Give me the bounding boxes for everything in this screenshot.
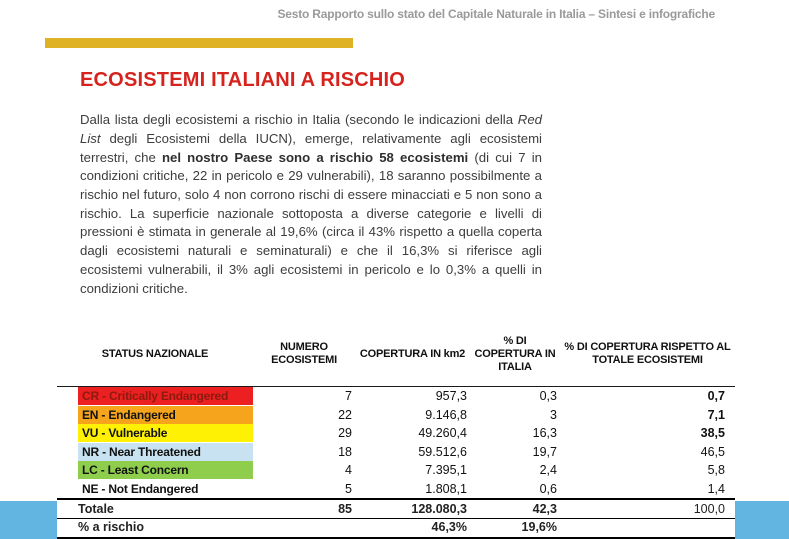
pct-totale-cell: 46,5	[700, 444, 725, 459]
col-header-pct-totale: % DI COPERTURA RISPETTO AL TOTALE ECOSISTEMI	[564, 341, 731, 366]
numero-cell: 7	[345, 389, 352, 403]
col-header-pct-italia: % DI COPERTURA IN ITALIA	[474, 334, 556, 373]
total-pct-italia: 42,3	[532, 502, 557, 516]
copertura-cell: 1.808,1	[425, 481, 467, 496]
status-cell	[57, 406, 253, 424]
total-label: Totale	[78, 502, 114, 516]
pct-italia-cell: 2,4	[539, 463, 557, 477]
table-header-row	[57, 322, 735, 386]
numero-cell: 29	[338, 426, 352, 440]
table-row	[57, 406, 735, 425]
pct-italia-cell: 3	[550, 407, 557, 422]
numero-cell: 4	[345, 463, 352, 477]
table-row	[57, 461, 735, 480]
pct-totale-cell: 38,5	[700, 426, 725, 440]
ecosystems-table	[57, 322, 735, 539]
col-header-copertura: COPERTURA IN km2	[359, 347, 466, 360]
col-header-status: STATUS NAZIONALE	[101, 347, 209, 360]
pct-totale-cell: 7,1	[707, 407, 725, 422]
copertura-cell: 9.146,8	[425, 407, 467, 422]
pct-totale-cell: 5,8	[707, 463, 725, 477]
accent-bar	[45, 38, 353, 48]
status-swatch: EN - Endangered	[78, 406, 253, 424]
total-numero: 85	[338, 502, 352, 516]
pct-totale-cell: 0,7	[707, 389, 725, 403]
pct-italia-cell: 16,3	[532, 426, 557, 440]
total-row	[57, 498, 735, 519]
total-copertura: 128.080,3	[411, 502, 467, 516]
total-pct-totale: 100,0	[693, 502, 725, 516]
status-swatch: CR - Critically Endangered	[78, 387, 253, 405]
table-row	[57, 387, 735, 406]
status-swatch: LC - Least Concern	[78, 461, 253, 479]
table-row	[57, 424, 735, 443]
page-title: ECOSISTEMI ITALIANI A RISCHIO	[80, 69, 406, 92]
numero-cell: 22	[338, 407, 352, 422]
copertura-cell: 49.260,4	[418, 426, 467, 440]
status-swatch: NR - Near Threatened	[78, 443, 253, 461]
status-swatch: VU - Vulnerable	[78, 424, 253, 442]
running-header: Sesto Rapporto sullo stato del Capitale Naturale in Italia – Sintesi e infografiche	[277, 7, 715, 21]
risk-label: % a rischio	[78, 520, 144, 534]
status-cell	[57, 480, 253, 498]
copertura-cell: 59.512,6	[418, 444, 467, 459]
table-row	[57, 443, 735, 462]
risk-percent-row	[57, 519, 735, 539]
pct-italia-cell: 0,6	[539, 481, 557, 496]
table-row	[57, 480, 735, 499]
intro-paragraph: Dalla lista degli ecosistemi a rischio in Italia (secondo le indicazioni della Red List degli Ecosistemi della IUCN), emerge, relativamente agli ecosistemi terrestri, che nel nostro Paese sono a rischio 58 ecosistemi (di cui 7 in condizioni critiche, 22 in pericolo e 29 vulnerabili), 18 saranno possibilmente a rischio nel futuro, solo 4 non corrono rischi di essere minacciati e 5 non sono a rischio. La superficie nazionale sottoposta a diverse categorie e livelli di pressioni è stimata in generale al 19,6% (circa il 43% rispetto a quella coperta dagli ecosistemi naturali e seminaturali) e che il 16,3% si riferisce agli ecosistemi vulnerabili, il 3% agli ecosistemi in pericolo e lo 0,3% a quelli in condizioni critiche.	[80, 112, 542, 296]
status-cell	[57, 443, 253, 461]
pct-totale-cell: 1,4	[707, 481, 725, 496]
status-cell	[57, 424, 253, 442]
copertura-cell: 957,3	[435, 389, 467, 403]
pct-italia-cell: 0,3	[539, 389, 557, 403]
status-cell	[57, 387, 253, 405]
table-body	[57, 386, 735, 498]
copertura-cell: 7.395,1	[425, 463, 467, 477]
risk-pct-italia: 19,6%	[521, 520, 557, 534]
numero-cell: 18	[338, 444, 352, 459]
col-header-numero: NUMERO ECOSISTEMI	[271, 341, 337, 366]
status-swatch: NE - Not Endangered	[82, 481, 199, 496]
numero-cell: 5	[345, 481, 352, 496]
pct-italia-cell: 19,7	[532, 444, 557, 459]
status-cell	[57, 461, 253, 479]
risk-copertura: 46,3%	[431, 520, 467, 534]
